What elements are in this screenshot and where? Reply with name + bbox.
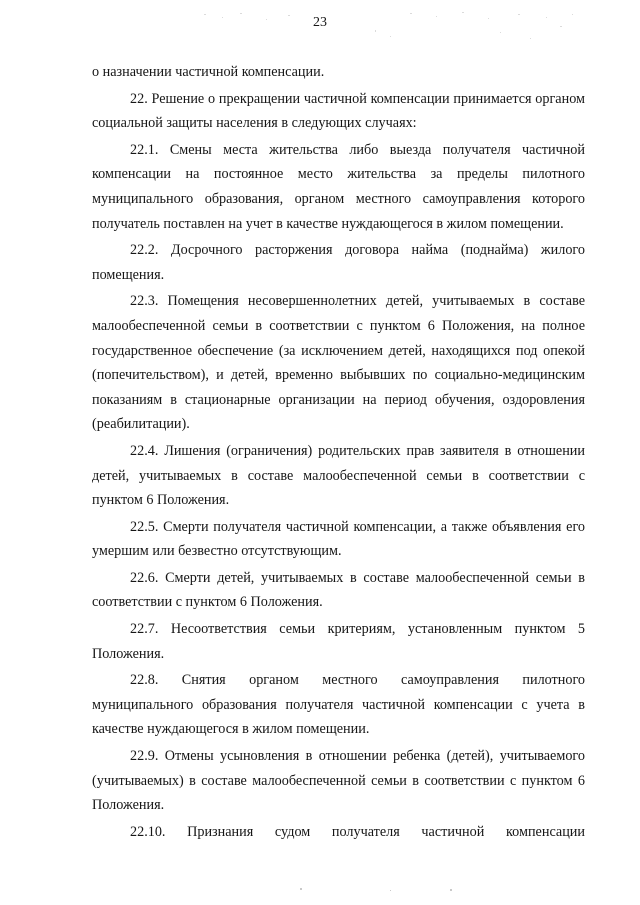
paragraph-22-2: 22.2. Досрочного расторжения договора найма (поднайма) жилого помещения. [92,242,585,283]
page-number: 23 [313,15,327,30]
paragraph-22-8: 22.8. Снятия органом местного самоуправления пилотного муниципального образования получателя частичной компенсации с учета в качестве нуждающегося в жилом помещении. [92,672,585,738]
paragraph-22: 22. Решение о прекращении частичной компенсации принимается органом социальной защиты населения в следующих случаях: [92,90,585,132]
paragraph-22-6: 22.6. Смерти детей, учитываемых в составе малообеспеченной семьи в соответствии с пунктом 6 Положения. [92,569,585,611]
paragraph-continuation: о назначении частичной компенсации. [92,64,325,80]
paragraph-22-1: 22.1. Смены места жительства либо выезда получателя частичной компенсации на постоянное место жительства за пределы пилотного муниципального образования, органом местного самоуправления которого получатель поставлен на учет в качестве нуждающегося в жилом помещении. [92,141,585,232]
paragraph-22-5: 22.5. Смерти получателя частичной компенсации, а также объявления его умершим или безвестно отсутствующим. [92,518,585,560]
scan-noise-bottom [280,885,480,895]
document-body [92,60,585,844]
paragraph-22-9: 22.9. Отмены усыновления в отношении ребенка (детей), учитываемого (учитываемых) в составе малообеспеченной семьи в соответствии с пунктом 6 Положения. [92,748,585,814]
paragraph-22-3: 22.3. Помещения несовершеннолетних детей, учитываемых в составе малообеспеченной семьи в соответствии с пунктом 6 Положения, на полное государственное обеспечение (за исключением детей, находящихся под опекой (попечительством), и детей, временно выбывших по социально-медицинским показаниям в стационарные организации на период обучения, оздоровления (реабилитации). [92,293,585,433]
paragraph-22-10: 22.10. Признания судом получателя частичной компенсации [130,823,585,840]
paragraph-22-7: 22.7. Несоответствия семьи критериям, установленным пунктом 5 Положения. [92,621,585,662]
paragraph-22-4: 22.4. Лишения (ограничения) родительских прав заявителя в отношении детей, учитываемых в составе малообеспеченной семьи в соответствии с пунктом 6 Положения. [92,442,585,509]
